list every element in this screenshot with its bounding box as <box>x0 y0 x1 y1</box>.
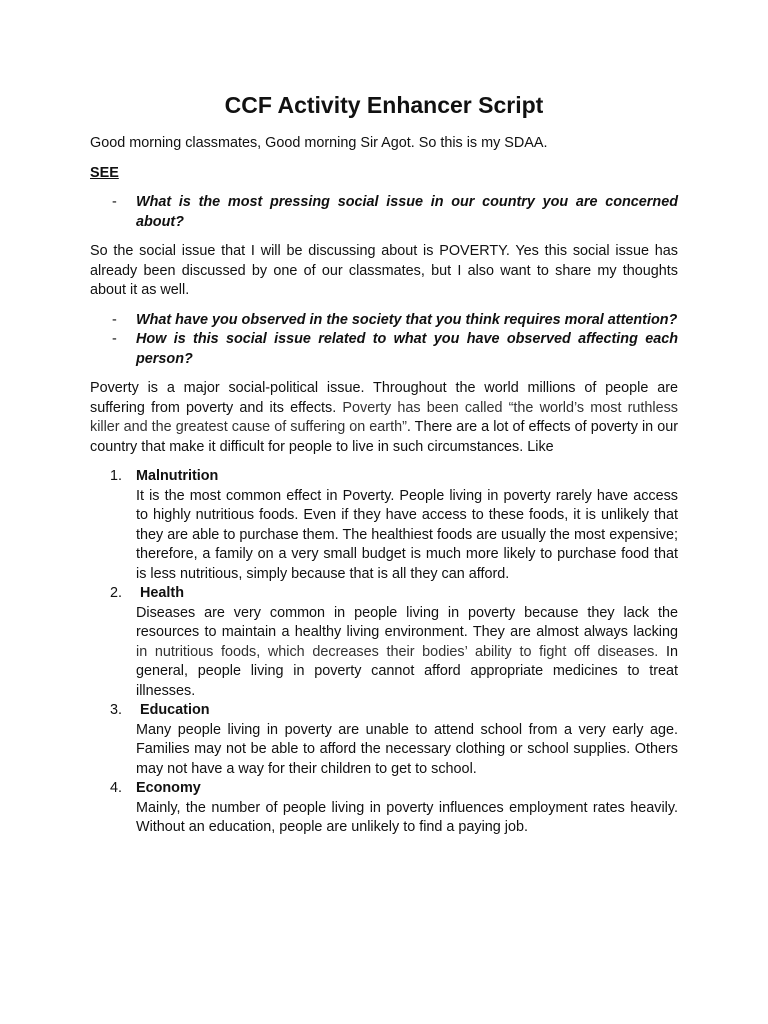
list-item <box>90 584 678 701</box>
effect-heading: Economy <box>136 780 201 796</box>
question-item <box>90 311 678 331</box>
section-heading-see: SEE <box>90 164 119 181</box>
document-title: CCF Activity Enhancer Script <box>224 92 544 118</box>
effects-list <box>90 467 678 838</box>
list-number: 1. <box>110 468 123 484</box>
list-number: 2. <box>110 585 123 601</box>
effect-body-part-a: Diseases are very common in people living in poverty because they lack the resources to maintain a healthy living environment. They are almost always lacking <box>136 604 678 640</box>
list-item <box>90 467 678 584</box>
effect-heading <box>136 584 678 604</box>
effect-body: Many people living in poverty are unable to attend school from a very early age. Families may not be able to afford the necessary clothing or school supplies. Others may not have a way for their children to get to school. <box>136 721 678 777</box>
effect-body <box>136 604 678 702</box>
body-paragraph-2 <box>90 379 678 457</box>
question-list-1 <box>90 193 678 232</box>
question-text: How is this social issue related to what you have observed affecting each person? <box>136 331 678 367</box>
effect-body-part-c: In general, people living in poverty cannot afford appropriate medicines to treat illnesses. <box>136 643 678 699</box>
paragraph-2-part-c: . There are a lot of effects of poverty in our country that make it difficult for people to live in such circumstances. Like <box>90 419 678 455</box>
effect-heading: Malnutrition <box>136 468 219 484</box>
list-item <box>90 701 678 779</box>
question-item <box>90 193 678 232</box>
question-list-2 <box>90 311 678 370</box>
question-item <box>90 330 678 369</box>
effect-heading-text: Education <box>140 702 210 718</box>
effect-body: It is the most common effect in Poverty. People living in poverty rarely have access to highly nutritious foods. Even if they have access to these foods, it is unlikely that they are able to purchase them. The healthiest foods are usually the most expensive; therefore, a family on a very small budget is much more likely to purchase food that is less nutritious, simply because that is all they can afford. <box>136 487 678 582</box>
list-number: 3. <box>110 702 123 718</box>
body-paragraph-1: So the social issue that I will be discussing about is POVERTY. Yes this social issue has already been discussed by one of our classmates, but I also want to share my thoughts about it as well. <box>90 243 678 298</box>
document-page <box>90 90 678 838</box>
list-dash: - <box>112 311 117 328</box>
greeting-paragraph: Good morning classmates, Good morning Sir Agot. So this is my SDAA. <box>90 135 548 151</box>
paragraph-2-part-a: Poverty is a major social-political issue. Throughout the world millions of people are suffering from poverty and its effects. <box>90 380 678 416</box>
question-text: What have you observed in the society that you think requires moral attention? <box>136 311 678 328</box>
list-dash: - <box>112 194 117 210</box>
list-number: 4. <box>110 780 123 796</box>
effect-heading <box>136 701 678 721</box>
effect-body-part-b: in nutritious foods, which decreases their bodies’ ability to fight off diseases. <box>136 643 659 660</box>
paragraph-2-quote: Poverty has been called “the world’s most ruthless killer and the greatest cause of suffering on earth” <box>90 399 678 435</box>
effect-heading-text: Health <box>140 585 184 601</box>
list-item <box>90 779 678 838</box>
effect-body: Mainly, the number of people living in poverty influences employment rates heavily. Without an education, people are unlikely to find a paying job. <box>136 799 678 835</box>
question-text: What is the most pressing social issue in our country you are concerned about? <box>136 194 678 230</box>
list-dash: - <box>112 331 117 347</box>
